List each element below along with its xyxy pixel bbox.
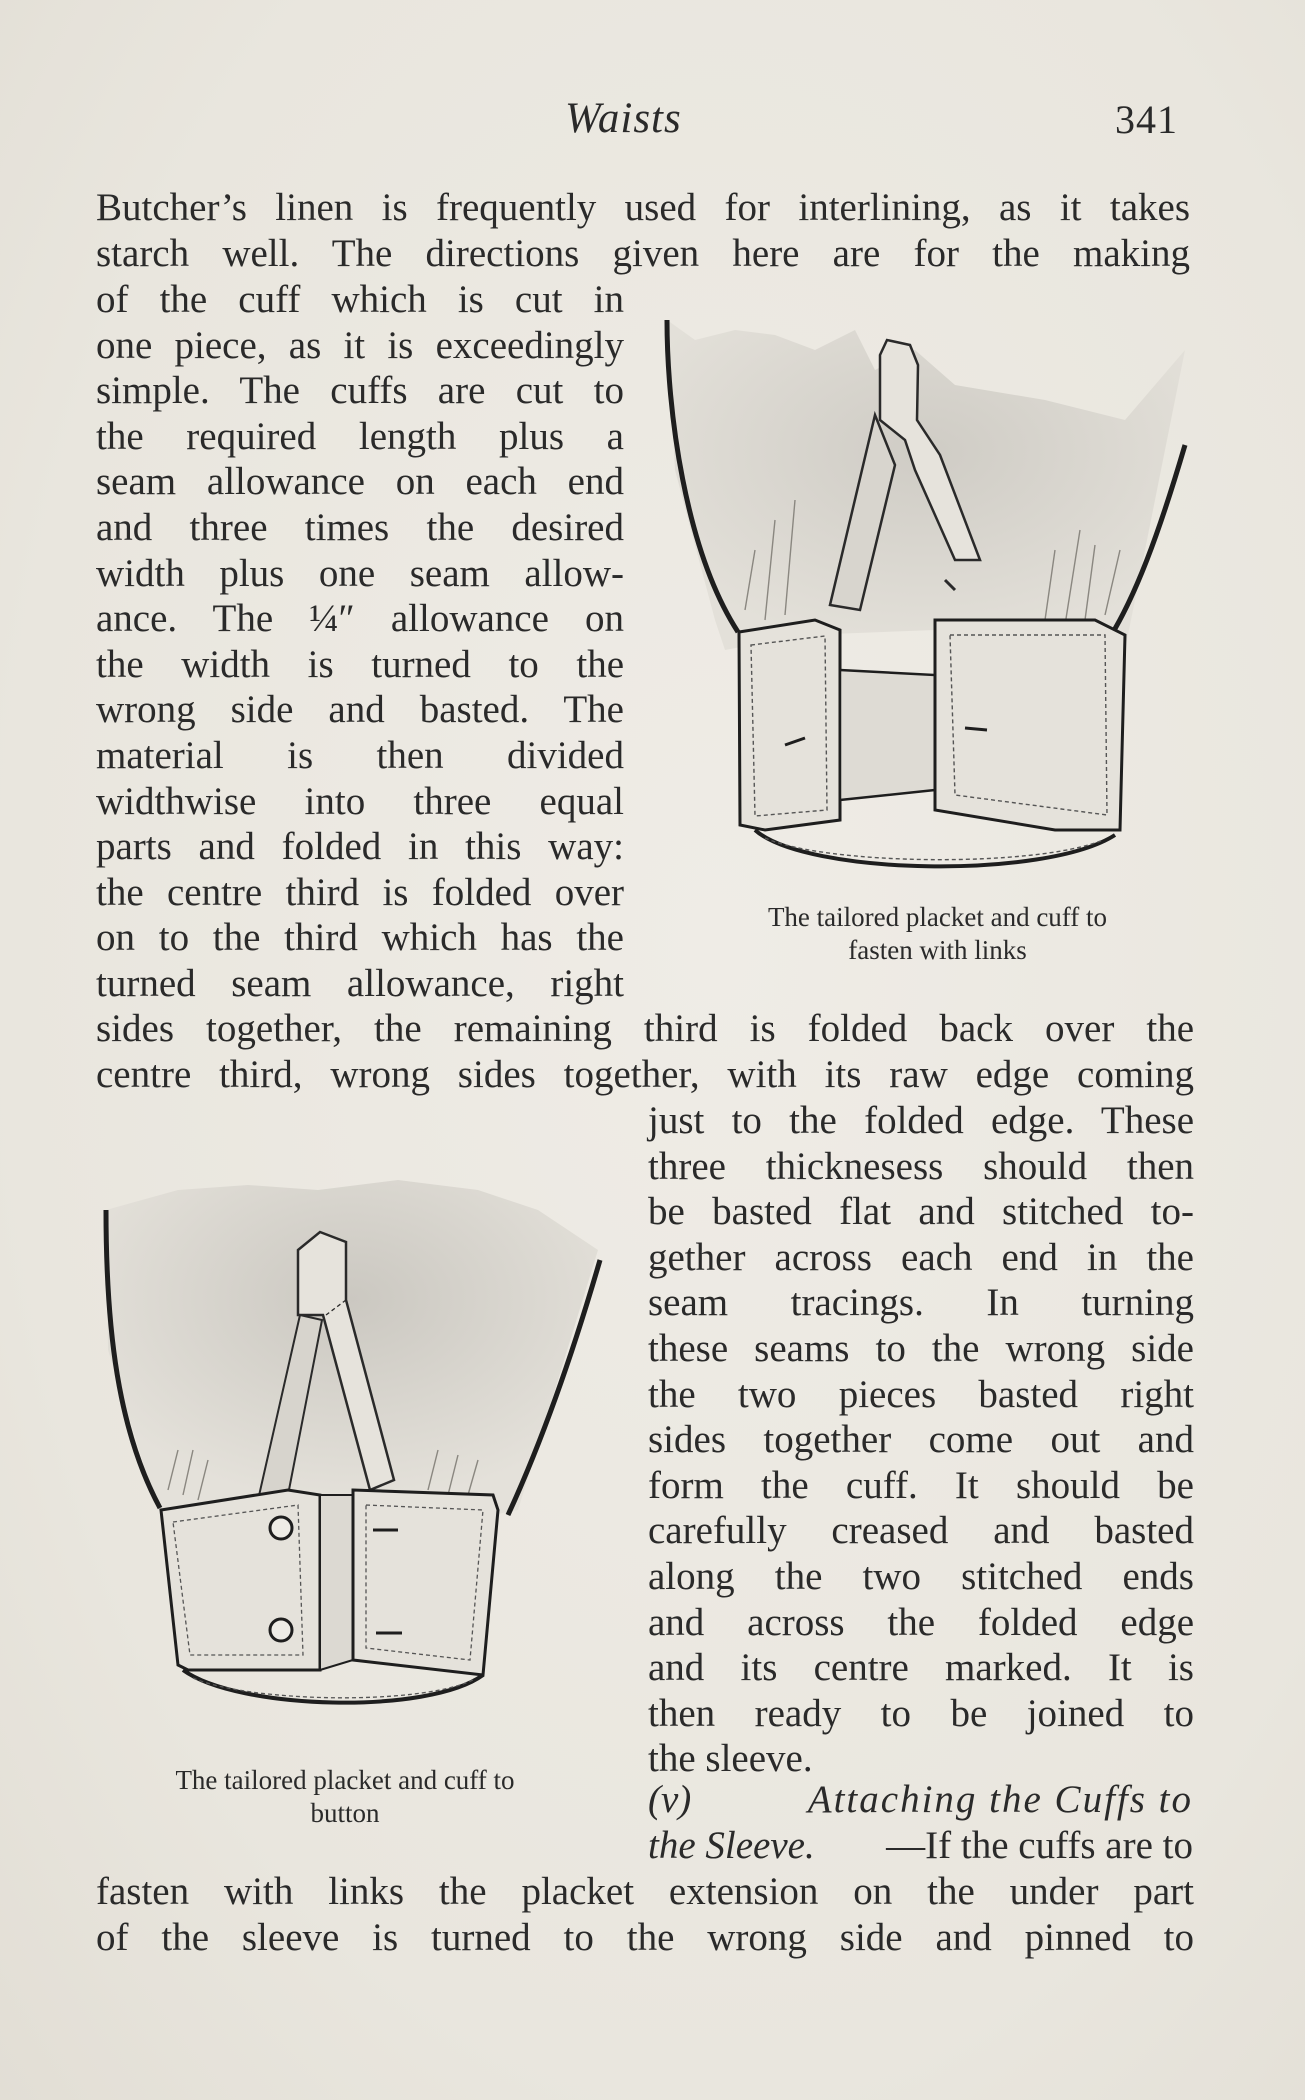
- subsection-title-part1: Attaching the Cuffs to: [807, 1778, 1193, 1821]
- text-line: gether across each end in the: [648, 1235, 1194, 1279]
- text-line: just to the folded edge. These: [648, 1099, 1194, 1142]
- subsection-heading-line1: [648, 1777, 1193, 1823]
- subsection-continuation: —If the cuffs are to: [886, 1824, 1193, 1867]
- text-line: the width is turned to the: [96, 642, 624, 686]
- text-line: and its centre marked. It is: [648, 1646, 1194, 1690]
- text-line: be basted flat and stitched to-: [648, 1190, 1194, 1234]
- text-line: ance. The ¼″ allowance on: [96, 597, 624, 641]
- text-line: one piece, as it is exceedingly: [96, 323, 624, 367]
- text-line: of the cuff which is cut in: [96, 278, 624, 321]
- figure-caption-bottom: [110, 1764, 580, 1830]
- subsection-heading-line2: [648, 1823, 1193, 1869]
- caption-line: The tailored placket and cuff to: [175, 1765, 515, 1795]
- text-line: along the two stitched ends: [648, 1555, 1194, 1598]
- text-line: the centre third is folded over: [96, 870, 624, 914]
- text-line: wrong side and basted. The: [96, 688, 624, 732]
- text-line: carefully creased and basted: [648, 1509, 1194, 1553]
- text-line: centre third, wrong sides together, with its raw edge coming: [96, 1053, 1194, 1096]
- text-line: seam allowance on each end: [96, 460, 624, 504]
- page-number: 341: [1115, 97, 1178, 142]
- text-line: and three times the desired: [96, 506, 624, 549]
- text-line: three thicknesess should then: [648, 1144, 1194, 1188]
- text-line: starch well. The directions given here are for the making: [96, 232, 1190, 275]
- text-line: and across the folded edge: [648, 1600, 1194, 1644]
- placket-cuff-links-illustration: [655, 290, 1200, 890]
- text-line: the two pieces basted right: [648, 1372, 1194, 1416]
- text-line: parts and folded in this way:: [96, 825, 624, 869]
- text-line: seam tracings. In turning: [648, 1281, 1194, 1325]
- caption-line: fasten with links: [848, 935, 1027, 965]
- text-line: width plus one seam allow-: [96, 551, 624, 595]
- text-line: material is then divided: [96, 734, 624, 777]
- text-line: then ready to be joined to: [648, 1691, 1194, 1735]
- text-line: these seams to the wrong side: [648, 1327, 1194, 1370]
- text-line: sides together, the remaining third is folded back over the: [96, 1007, 1194, 1050]
- subsection-title-part2: the Sleeve.: [648, 1824, 815, 1867]
- caption-line: The tailored placket and cuff to: [767, 902, 1108, 932]
- figure-caption-top: [700, 901, 1175, 967]
- text-line: widthwise into three equal: [96, 779, 624, 823]
- text-line: Butcher’s linen is frequently used for interlining, as it takes: [96, 186, 1190, 229]
- running-header-title: Waists: [565, 95, 682, 142]
- text-line: fasten with links the placket extension on the under part: [96, 1870, 1194, 1913]
- subsection-number: (v): [648, 1778, 692, 1821]
- placket-cuff-button-illustration: [98, 1150, 608, 1740]
- text-line: the required length plus a: [96, 414, 624, 458]
- caption-line: button: [310, 1798, 380, 1828]
- text-line: simple. The cuffs are cut to: [96, 369, 624, 413]
- text-line: on to the third which has the: [96, 916, 624, 960]
- text-line: of the sleeve is turned to the wrong side and pinned to: [96, 1916, 1194, 1959]
- text-line: the sleeve.: [648, 1737, 813, 1781]
- text-line: form the cuff. It should be: [648, 1463, 1194, 1507]
- text-line: sides together come out and: [648, 1418, 1194, 1462]
- text-line: turned seam allowance, right: [96, 962, 624, 1005]
